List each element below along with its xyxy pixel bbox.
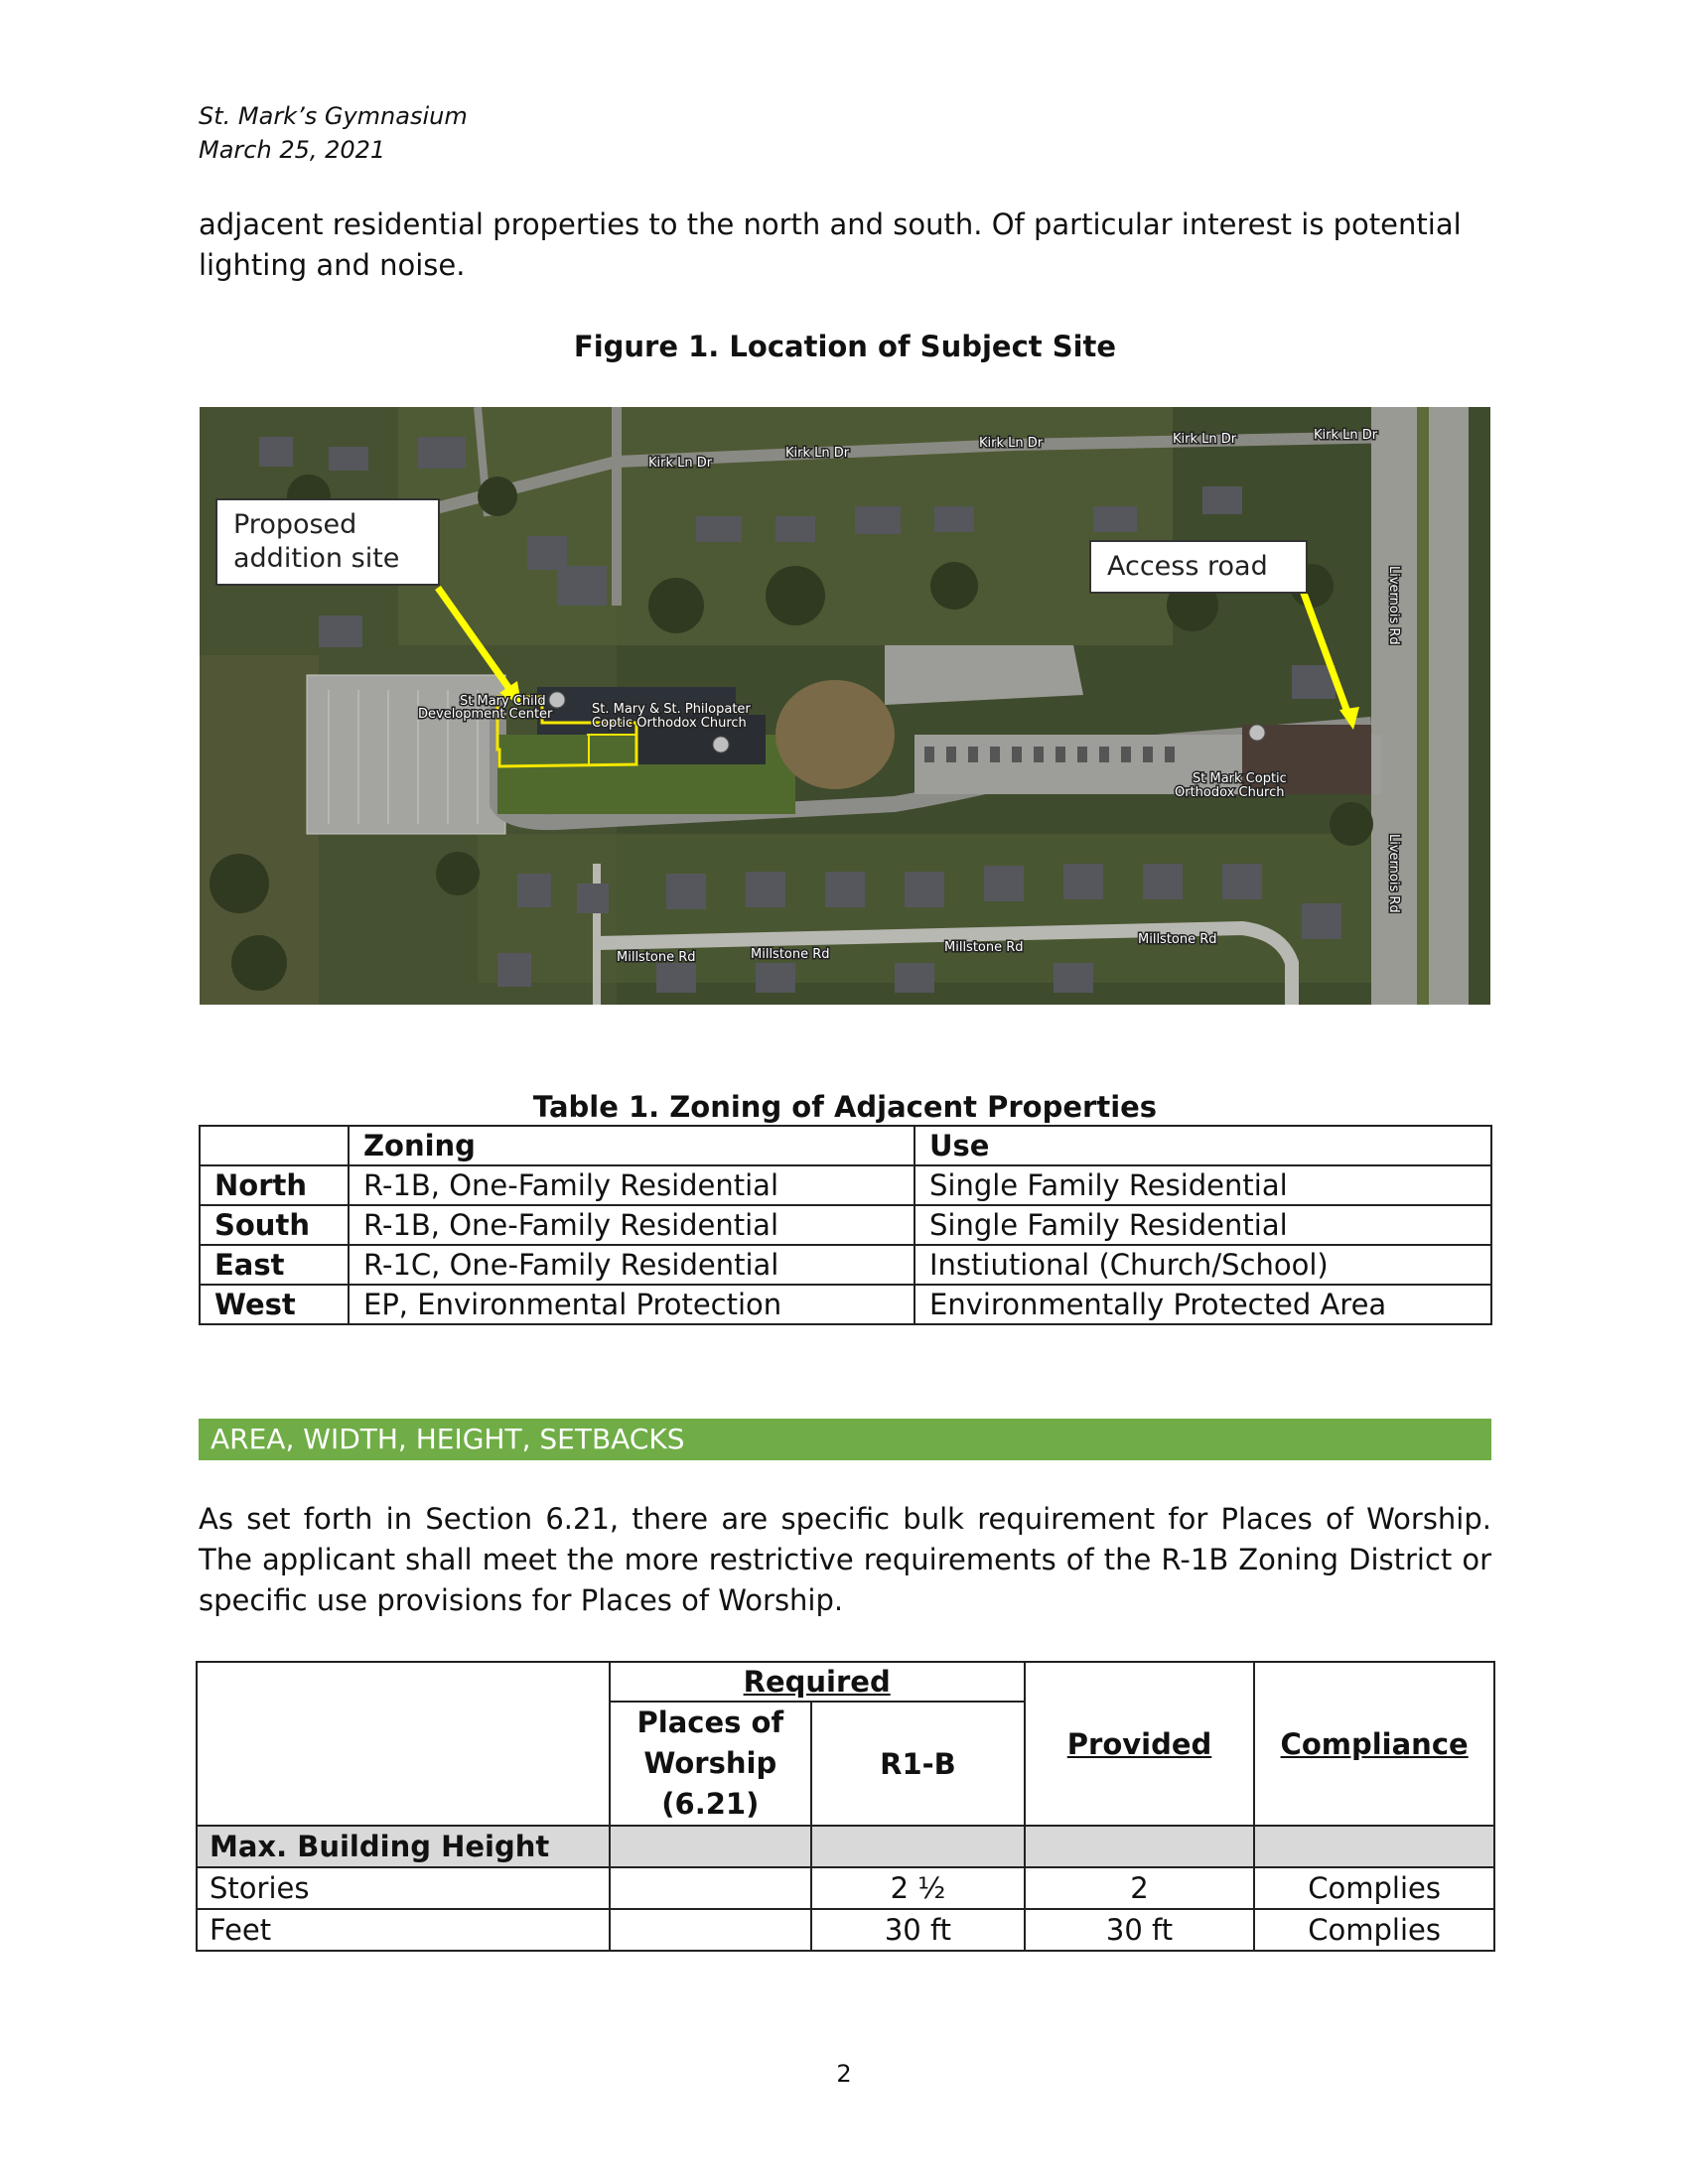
section-paragraph: As set forth in Section 6.21, there are specific bulk requirement for Places of Worship. The applicant shall meet the more restrictive requirements of the R-1B Zoning District or specific use provisions for Places of Worship. [199, 1502, 1491, 1617]
aerial-map-graphic [200, 407, 1490, 1005]
map-label-livernois-2: Livernois Rd [1386, 834, 1401, 913]
table1-caption: Table 1. Zoning of Adjacent Properties [532, 1090, 1158, 1124]
table-cell [200, 1126, 349, 1165]
provided-value: 2 [1025, 1867, 1254, 1909]
r1b-header: R1-B [811, 1702, 1025, 1826]
r1b-value: 30 ft [811, 1909, 1025, 1951]
map-label-kirk-2: Kirk Ln Dr [785, 446, 850, 461]
use-cell: Single Family Residential [914, 1165, 1491, 1205]
places-line-2: Worship [643, 1746, 777, 1780]
direction-cell: West [200, 1285, 349, 1324]
section-heading: AREA, WIDTH, HEIGHT, SETBACKS [211, 1423, 685, 1455]
use-cell: Environmentally Protected Area [914, 1285, 1491, 1324]
direction-cell: East [200, 1245, 349, 1285]
map-label-kirk-4: Kirk Ln Dr [1173, 432, 1237, 447]
map-label-kirk-3: Kirk Ln Dr [979, 436, 1044, 451]
zoning-cell: R-1C, One-Family Residential [349, 1245, 914, 1285]
zoning-cell: R-1B, One-Family Residential [349, 1205, 914, 1245]
provided-header: Provided [1025, 1662, 1254, 1826]
aerial-map [200, 407, 1490, 1005]
direction-cell: South [200, 1205, 349, 1245]
map-label-millstone-3: Millstone Rd [944, 940, 1024, 955]
required-header: Required [610, 1662, 1025, 1702]
zoning-header: Zoning [349, 1126, 914, 1165]
table-cell [1025, 1826, 1254, 1867]
direction-cell: North [200, 1165, 349, 1205]
map-label-millstone-4: Millstone Rd [1138, 932, 1217, 947]
zoning-cell: R-1B, One-Family Residential [349, 1165, 914, 1205]
map-label-millstone-2: Millstone Rd [751, 947, 830, 962]
zoning-cell: EP, Environmental Protection [349, 1285, 914, 1324]
row-label: Feet [197, 1909, 610, 1951]
map-label-church-2-line-1: St Mark Coptic [1193, 771, 1287, 786]
table-row [197, 1867, 1494, 1909]
use-header: Use [914, 1126, 1491, 1165]
callout-access-road [1089, 540, 1308, 594]
page-header [199, 99, 468, 167]
group-label: Max. Building Height [197, 1826, 610, 1867]
map-label-kirk-5: Kirk Ln Dr [1314, 428, 1378, 443]
page-number: 2 [836, 2060, 852, 2088]
callout-proposed-line-1: Proposed [233, 509, 357, 540]
map-label-millstone-1: Millstone Rd [617, 950, 696, 965]
use-cell: Instiutional (Church/School) [914, 1245, 1491, 1285]
places-value [610, 1867, 812, 1909]
use-cell: Single Family Residential [914, 1205, 1491, 1245]
bulk-requirements-table [196, 1661, 1495, 1952]
compliance-value: Complies [1254, 1867, 1494, 1909]
map-label-livernois-1: Livernois Rd [1386, 566, 1401, 645]
map-label-church-1-line-1: St. Mary & St. Philopater [592, 702, 751, 717]
table-row [200, 1126, 1491, 1165]
callout-proposed-line-2: addition site [233, 543, 400, 574]
places-line-1: Places of [636, 1706, 784, 1739]
zoning-table [199, 1125, 1492, 1325]
document-title: St. Mark’s Gymnasium [199, 102, 468, 130]
map-label-church-1-line-2: Coptic Orthodox Church [592, 716, 747, 731]
table-cell [197, 1662, 610, 1826]
places-of-worship-header [610, 1702, 812, 1826]
map-label-child-center-1: St Mary Child [460, 694, 546, 709]
table-cell [1254, 1826, 1494, 1867]
table-row [200, 1165, 1491, 1205]
table-cell [811, 1826, 1025, 1867]
compliance-header: Compliance [1254, 1662, 1494, 1826]
places-line-3: (6.21) [661, 1787, 760, 1821]
document-date: March 25, 2021 [199, 136, 386, 164]
map-label-child-center-2: Development Center [418, 707, 553, 722]
r1b-value: 2 ½ [811, 1867, 1025, 1909]
intro-paragraph: adjacent residential properties to the north and south. Of particular interest is potential lighting and noise. [199, 207, 1462, 282]
table-row [200, 1205, 1491, 1245]
table-row [200, 1285, 1491, 1324]
callout-proposed-addition-site [215, 498, 440, 586]
map-label-church-2-line-2: Orthodox Church [1175, 785, 1285, 800]
row-label: Stories [197, 1867, 610, 1909]
table-cell [610, 1826, 812, 1867]
compliance-value: Complies [1254, 1909, 1494, 1951]
provided-value: 30 ft [1025, 1909, 1254, 1951]
places-value [610, 1909, 812, 1951]
figure-caption: Figure 1. Location of Subject Site [573, 330, 1117, 363]
callout-access-road-label: Access road [1107, 551, 1268, 582]
table-row [200, 1245, 1491, 1285]
section-heading-bar [199, 1419, 1491, 1460]
table-row [197, 1909, 1494, 1951]
table-row [197, 1662, 1494, 1702]
map-label-kirk-1: Kirk Ln Dr [648, 456, 713, 471]
table-row [197, 1826, 1494, 1867]
